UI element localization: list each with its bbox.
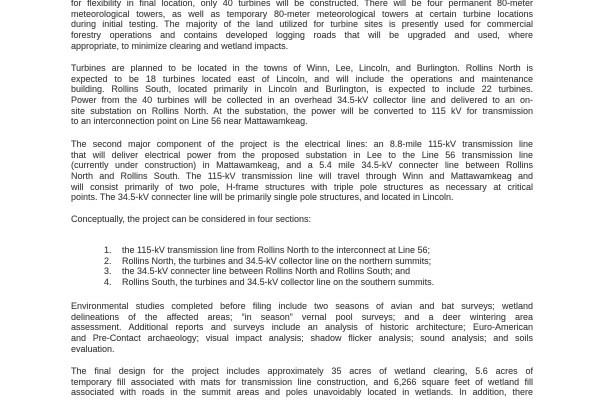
list-item-text: the 34.5-kV connecter line between Rollins North and Rollins South; and <box>122 266 411 277</box>
numbered-list-project-sections <box>71 245 533 288</box>
text-line: to an interconnection point on Line 56 near Mattawamkeag. <box>71 116 308 127</box>
text-line: will consist primarily of two pole, H-frame structures with triple pole structures as necessary at critical <box>71 181 533 192</box>
list-item-number: 4. <box>104 277 112 288</box>
list-item-number: 1. <box>104 245 112 255</box>
list-item-number: 3. <box>104 266 112 277</box>
text-line: Power from the 40 turbines will be collected in an overhead 34.5-kV collector line and delivered to an on- <box>71 95 533 106</box>
text-line: Environmental studies completed before filing include two seasons of avian and bat surveys; wetland <box>71 301 533 311</box>
list-item-4 <box>71 277 533 288</box>
text-line: that will deliver electrical power from the proposed substation in Lee to the Line 56 transmission line <box>71 149 533 160</box>
list-item-text: Rollins North, the turbines and 34.5-kV collector line on the northern summits; <box>122 255 432 266</box>
text-line: site substation on Rollins North. At the substation, the power will be converted to 115 kV for transmission <box>71 105 533 116</box>
text-line: (currently under construction) in Mattawamkeag, and a 5.4 mile 34.5-kV connecter line between Rollins <box>71 160 533 171</box>
paragraph-turbine-locations <box>71 63 533 127</box>
text-line: building. Rollins South, located primarily in Lincoln and Burlington, is expected to include 22 turbines. <box>71 84 533 95</box>
list-item-1 <box>71 245 533 256</box>
text-line: and Pre-Contact archaeology; visual impact analysis; shadow flicker analysis; sound analysis; and soils <box>71 333 533 344</box>
text-line: temporary fill associated with mats for transmission line construction, and 6,266 square feet of wetland fill <box>71 376 533 387</box>
paragraph-environmental-studies <box>71 301 533 354</box>
text-line: The second major component of the project is the electrical lines: an 8.8-mile 115-kV transmission line <box>71 139 533 149</box>
text-line: Conceptually, the project can be considered in four sections: <box>71 214 311 224</box>
text-line: expected to be 18 turbines located east of Lincoln, and will include the operations and maintenance <box>71 73 533 84</box>
paragraph-turbine-construction <box>71 0 533 51</box>
list-item-2 <box>71 256 533 267</box>
paragraph-electrical-lines <box>71 139 533 203</box>
text-line: forestry operations and contains developed logging roads that will be upgraded and used, where <box>71 30 533 41</box>
list-item-3 <box>71 266 533 277</box>
text-line: appropriate, to minimize clearing and wetland impacts. <box>71 40 289 51</box>
text-line: North and Rollins South. The 115-kV transmission line will travel through Winn and Mattawamkeag and <box>71 171 533 182</box>
paragraph-four-sections-intro <box>71 214 533 225</box>
text-line: associated with roads in the summit areas and poles unavoidably located in wetlands. In addition, there <box>71 387 533 398</box>
text-line: for flexibility in final location, only 40 turbines will be constructed. There will be four permanent 80-meter <box>71 0 533 8</box>
text-line: evaluation. <box>71 343 115 354</box>
text-line: The final design for the project includes approximately 35 acres of wetland clearing, 5.6 acres of <box>71 366 533 376</box>
text-line: during initial testing. The majority of the land utilized for turbine sites is presently used for commercial <box>71 19 533 30</box>
list-item-text: Rollins South, the turbines and 34.5-kV collector line on the southern summits. <box>122 277 435 288</box>
text-line: Turbines are planned to be located in the towns of Winn, Lee, Lincoln, and Burlington. Rollins North is <box>71 63 533 73</box>
text-line: points. The 34.5-kV connecter line will be primarily single pole structures, and located in Lincoln. <box>71 192 454 203</box>
text-line: delineations of the affected areas; “in season” vernal pool surveys; and a deer wintering area <box>71 311 533 322</box>
list-item-text: the 115-kV transmission line from Rollins North to the interconnect at Line 56; <box>122 245 430 255</box>
list-item-number: 2. <box>104 255 112 266</box>
text-line: meteorological towers, as well as temporary 80-meter meteorological towers at certain turbine locations <box>71 8 533 19</box>
text-line: assessment. Additional reports and surveys include an analysis of historic architecture; Euro-American <box>71 322 533 333</box>
paragraph-final-design <box>71 366 533 398</box>
